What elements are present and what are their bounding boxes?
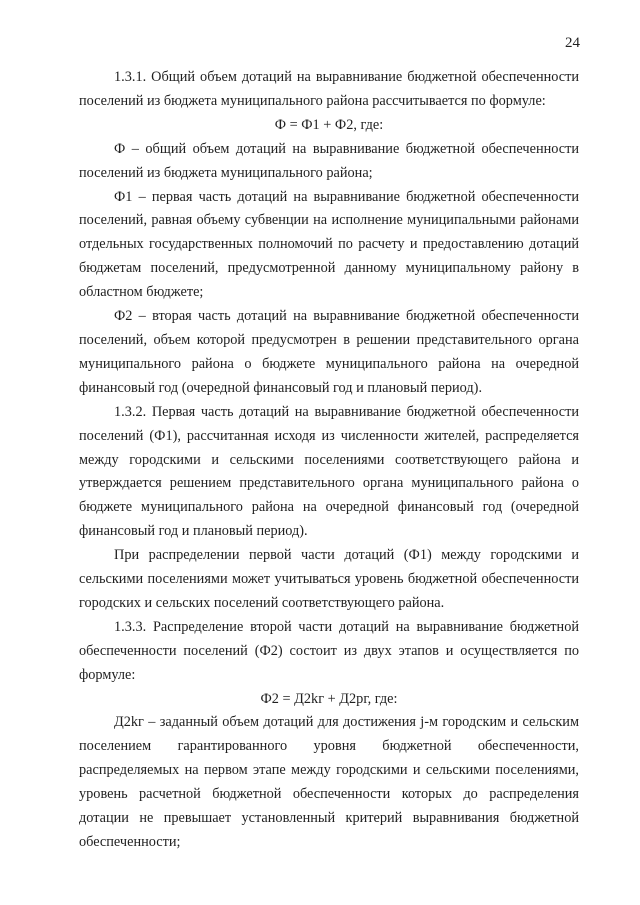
definition-phi1: Ф1 – первая часть дотаций на выравнивание бюджетной обеспеченности поселений, равная объему субвенции на исполнение муниципальными районами отдельных государственных полномочий по расчету и предоставлению дотаций бюджетам поселений, предусмотренной данному муниципальному району в областном бюджете;	[79, 188, 579, 301]
paragraph-1-3-3: 1.3.3. Распределение второй части дотаций на выравнивание бюджетной обеспеченности поселений (Ф2) состоит из двух этапов и осуществляется по формуле:	[79, 618, 579, 683]
page-number: 24	[565, 35, 580, 51]
paragraph-distribution-phi1: При распределении первой части дотаций (Ф1) между городскими и сельскими поселениями может учитываться уровень бюджетной обеспеченности городских и сельских поселений соответствующего района.	[79, 547, 579, 611]
definition-phi: Ф – общий объем дотаций на выравнивание бюджетной обеспеченности поселений из бюджета муниципального района;	[79, 140, 579, 181]
formula-phi: Ф = Ф1 + Ф2, где:	[274, 116, 384, 133]
formula-phi2: Ф2 = Д2kг + Д2рг, где:	[260, 690, 398, 707]
document-body	[79, 66, 579, 855]
definition-phi2: Ф2 – вторая часть дотаций на выравнивание бюджетной обеспеченности поселений, объем которой предусмотрен в решении представительного органа муниципального района о бюджете муниципального района на очередной финансовый год (очередной финансовый год и плановый период).	[79, 308, 579, 396]
paragraph-1-3-2: 1.3.2. Первая часть дотаций на выравнивание бюджетной обеспеченности поселений (Ф1), рассчитанная исходя из численности жителей, распределяется между городскими и сельскими поселениями соответствующего района и утверждается решением представительного органа муниципального района о бюджете муниципального района на очередной финансовый год (очередной финансовый год и плановый период).	[79, 403, 579, 540]
paragraph-1-3-1: 1.3.1. Общий объем дотаций на выравнивание бюджетной обеспеченности поселений из бюджета муниципального района рассчитывается по формуле:	[79, 69, 579, 109]
definition-d2kg: Д2kг – заданный объем дотаций для достижения j-м городским и сельским поселением гарантированного уровня бюджетной обеспеченности, распределяемых на первом этапе между городскими и сельскими поселениями, уровень расчетной бюджетной обеспеченности которых до распределения дотации не превышает установленный критерий выравнивания бюджетной обеспеченности;	[79, 714, 579, 850]
